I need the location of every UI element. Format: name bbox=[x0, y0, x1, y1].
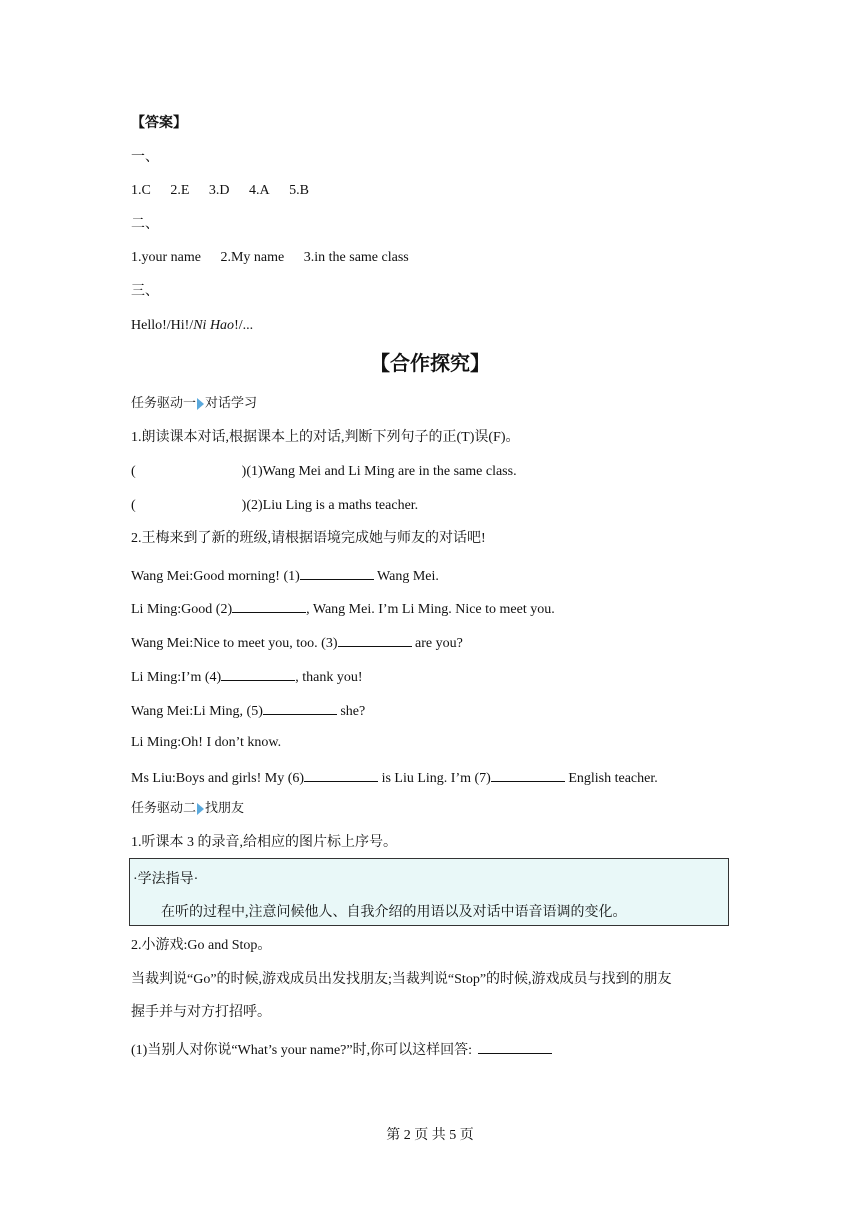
section2-label: 二、 bbox=[131, 217, 159, 232]
task2-q3 bbox=[131, 1039, 552, 1060]
dialogue-text: are you? bbox=[411, 636, 463, 651]
answer-blank[interactable] bbox=[221, 666, 295, 681]
dialogue-text: Li Ming:Oh! I don’t know. bbox=[131, 735, 282, 750]
question-text: (1)当别人对你说“What’s your name?”时,你可以这样回答: bbox=[131, 1043, 472, 1058]
dialogue-text: , Wang Mei. I’m Li Ming. Nice to meet you. bbox=[306, 602, 555, 617]
section1-answers bbox=[131, 182, 309, 200]
answer-heading: 【答案】 bbox=[131, 116, 187, 131]
section1-label: 一、 bbox=[131, 150, 159, 165]
task1-topic: 对话学习 bbox=[205, 396, 258, 411]
task1-label: 任务驱动一 bbox=[131, 396, 197, 411]
answer-suffix: !/... bbox=[234, 318, 254, 333]
dialogue-line-3 bbox=[131, 632, 463, 653]
game-rule-line-2: 握手并与对方打招呼。 bbox=[131, 1005, 271, 1020]
dialogue-line-6 bbox=[131, 734, 281, 752]
answer-blank[interactable] bbox=[300, 565, 374, 580]
dialogue-line-4 bbox=[131, 666, 362, 687]
answer-item: 3.in the same class bbox=[303, 250, 409, 265]
task1-q1: 1.朗读课本对话,根据课本上的对话,判断下列句子的正(T)误(F)。 bbox=[131, 430, 520, 445]
cooperative-title: 【合作探究】 bbox=[370, 351, 490, 375]
paren-open: ( bbox=[131, 464, 136, 479]
task2-label: 任务驱动二 bbox=[131, 801, 197, 816]
dialogue-text: Li Ming:Good (2) bbox=[131, 602, 233, 617]
game-rule-line-1: 当裁判说“Go”的时候,游戏成员出发找朋友;当裁判说“Stop”的时候,游戏成员与找到的朋友 bbox=[131, 972, 672, 987]
section2-answers bbox=[131, 249, 409, 267]
arrow-icon bbox=[197, 803, 204, 815]
task2-heading bbox=[131, 800, 244, 818]
task1-q2: 2.王梅来到了新的班级,请根据语境完成她与师友的对话吧! bbox=[131, 531, 486, 546]
task2-topic: 找朋友 bbox=[205, 801, 245, 816]
answer-item: 1.C bbox=[131, 183, 151, 198]
answer-blank[interactable] bbox=[478, 1039, 552, 1054]
tf-statement: )(2)Liu Ling is a maths teacher. bbox=[241, 498, 419, 513]
tf-item-2 bbox=[131, 497, 418, 515]
section3-label: 三、 bbox=[131, 284, 159, 299]
dialogue-text: Wang Mei. bbox=[373, 569, 439, 584]
dialogue-text: Ms Liu:Boys and girls! My (6) bbox=[131, 771, 305, 786]
answer-item: 1.your name bbox=[131, 250, 201, 265]
dialogue-text: Li Ming:I’m (4) bbox=[131, 670, 222, 685]
answer-item: 2.My name bbox=[220, 250, 285, 265]
page-footer: 第 2 页 共 5 页 bbox=[386, 1128, 474, 1143]
answer-blank[interactable] bbox=[338, 632, 412, 647]
answer-item: 2.E bbox=[170, 183, 190, 198]
tf-statement: )(1)Wang Mei and Li Ming are in the same class. bbox=[241, 464, 517, 479]
dialogue-text: Wang Mei:Li Ming, (5) bbox=[131, 704, 263, 719]
dialogue-text: Wang Mei:Good morning! (1) bbox=[131, 569, 300, 584]
dialogue-text: , thank you! bbox=[295, 670, 363, 685]
dialogue-line-2 bbox=[131, 598, 555, 619]
study-guide-box bbox=[129, 858, 729, 926]
task2-q1: 1.听课本 3 的录音,给相应的图片标上序号。 bbox=[131, 835, 397, 850]
section3-answer bbox=[131, 317, 253, 335]
dialogue-line-1 bbox=[131, 565, 439, 586]
dialogue-text: she? bbox=[336, 704, 366, 719]
answer-item: 4.A bbox=[249, 183, 270, 198]
answer-prefix: Hello!/Hi!/ bbox=[131, 318, 194, 333]
tf-item-1 bbox=[131, 463, 517, 481]
dialogue-line-7 bbox=[131, 767, 658, 788]
study-guide-title: ·学法指导· bbox=[133, 872, 199, 887]
answer-blank[interactable] bbox=[491, 767, 565, 782]
answer-item: 5.B bbox=[289, 183, 309, 198]
answer-blank[interactable] bbox=[304, 767, 378, 782]
dialogue-text: English teacher. bbox=[564, 771, 658, 786]
answer-item: 3.D bbox=[208, 183, 230, 198]
answer-blank[interactable] bbox=[232, 598, 306, 613]
answer-blank[interactable] bbox=[263, 700, 337, 715]
dialogue-text: Wang Mei:Nice to meet you, too. (3) bbox=[131, 636, 338, 651]
task2-q2: 2.小游戏:Go and Stop。 bbox=[131, 938, 272, 953]
study-guide-text: 在听的过程中,注意问候他人、自我介绍的用语以及对话中语音语调的变化。 bbox=[161, 905, 627, 920]
answer-italic: Ni Hao bbox=[193, 318, 235, 333]
dialogue-line-5 bbox=[131, 700, 365, 721]
task1-heading bbox=[131, 395, 257, 413]
arrow-icon bbox=[197, 398, 204, 410]
paren-open: ( bbox=[131, 498, 136, 513]
dialogue-text: is Liu Ling. I’m (7) bbox=[378, 771, 491, 786]
